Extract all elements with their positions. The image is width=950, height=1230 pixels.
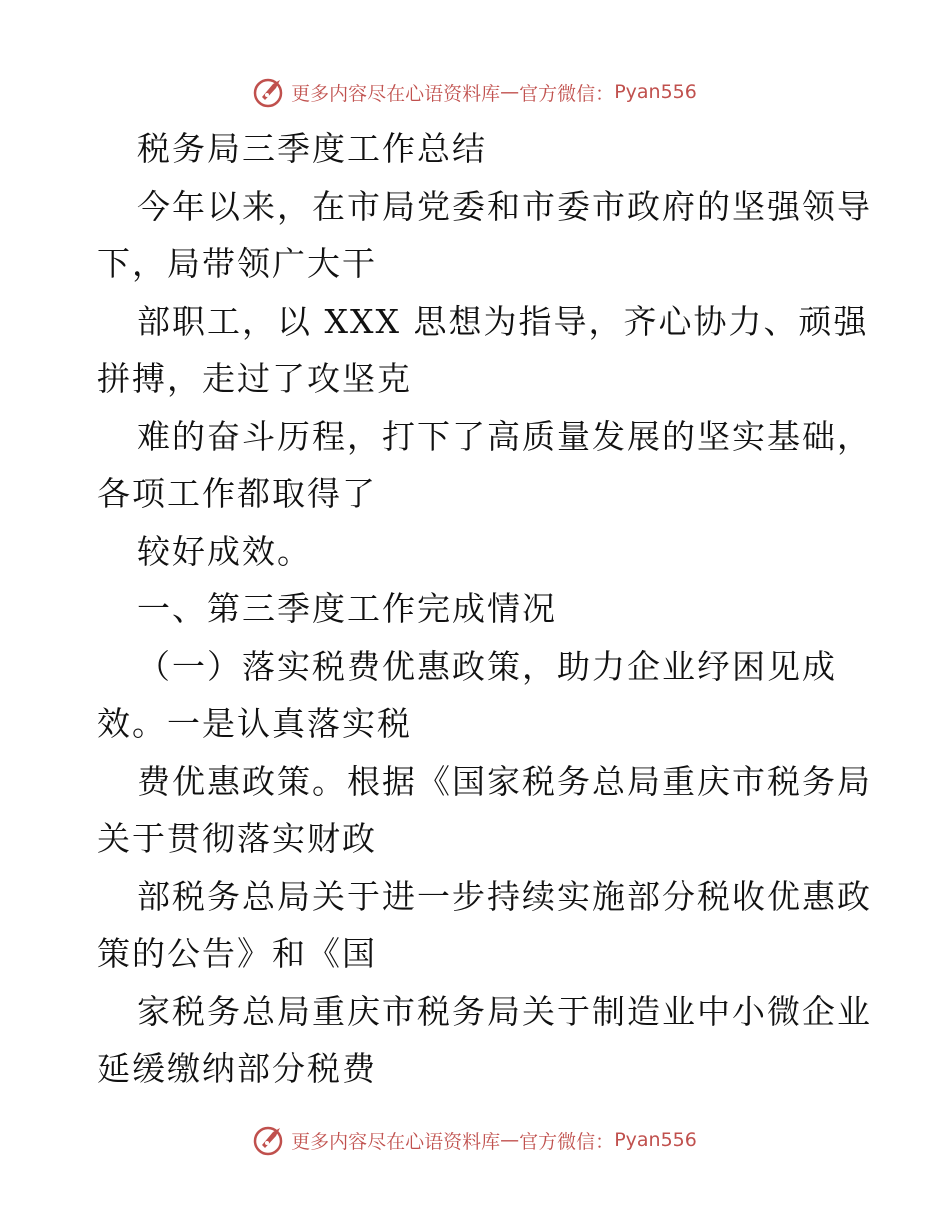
- pen-nib-logo-icon: [253, 1123, 287, 1157]
- text-line: 费优惠政策。根据《国家税务总局重庆市税务局: [137, 761, 872, 801]
- text-line: 效。一是认真落实税: [97, 704, 412, 743]
- text-line: 今年以来，在市局党委和市委市政府的坚强领导: [137, 186, 872, 226]
- text-line: 拼搏，走过了攻坚克: [97, 359, 412, 398]
- banner-brand: 更多内容尽在心语资料库: [291, 1130, 501, 1153]
- footer-banner: [0, 1120, 950, 1160]
- banner-wechat-label: 官方微信：: [519, 82, 615, 105]
- header-banner: [0, 72, 950, 112]
- text-line: 各项工作都取得了: [97, 474, 377, 513]
- text-line: 难的奋斗历程，打下了高质量发展的坚实基础，: [137, 416, 872, 456]
- banner-wechat-id: Pyan556: [614, 1129, 697, 1151]
- text-line: 税务局三季度工作总结: [137, 129, 487, 168]
- pen-nib-logo-icon: [253, 75, 287, 109]
- text-line: 延缓缴纳部分税费: [97, 1049, 377, 1088]
- banner-wechat-label: 官方微信：: [519, 1130, 615, 1153]
- text-line: 部税务总局关于进一步持续实施部分税收优惠政: [137, 876, 872, 916]
- text-line: 部职工，以 XXX 思想为指导，齐心协力、顽强: [137, 301, 869, 341]
- text-line: 家税务总局重庆市税务局关于制造业中小微企业: [137, 991, 872, 1031]
- text-line: 一、第三季度工作完成情况: [137, 589, 557, 628]
- banner-wechat-id: Pyan556: [614, 81, 697, 103]
- text-line: 策的公告》和《国: [97, 934, 377, 973]
- text-line: （一）落实税费优惠政策，助力企业纾困见成: [137, 646, 837, 686]
- banner-separator: —: [500, 81, 520, 103]
- banner-brand: 更多内容尽在心语资料库: [291, 82, 501, 105]
- document-body: [97, 120, 877, 1098]
- text-line: 关于贯彻落实财政: [97, 819, 377, 858]
- text-line: 下，局带领广大干: [97, 244, 377, 283]
- text-line: 较好成效。: [137, 531, 312, 571]
- banner-separator: —: [500, 1129, 520, 1151]
